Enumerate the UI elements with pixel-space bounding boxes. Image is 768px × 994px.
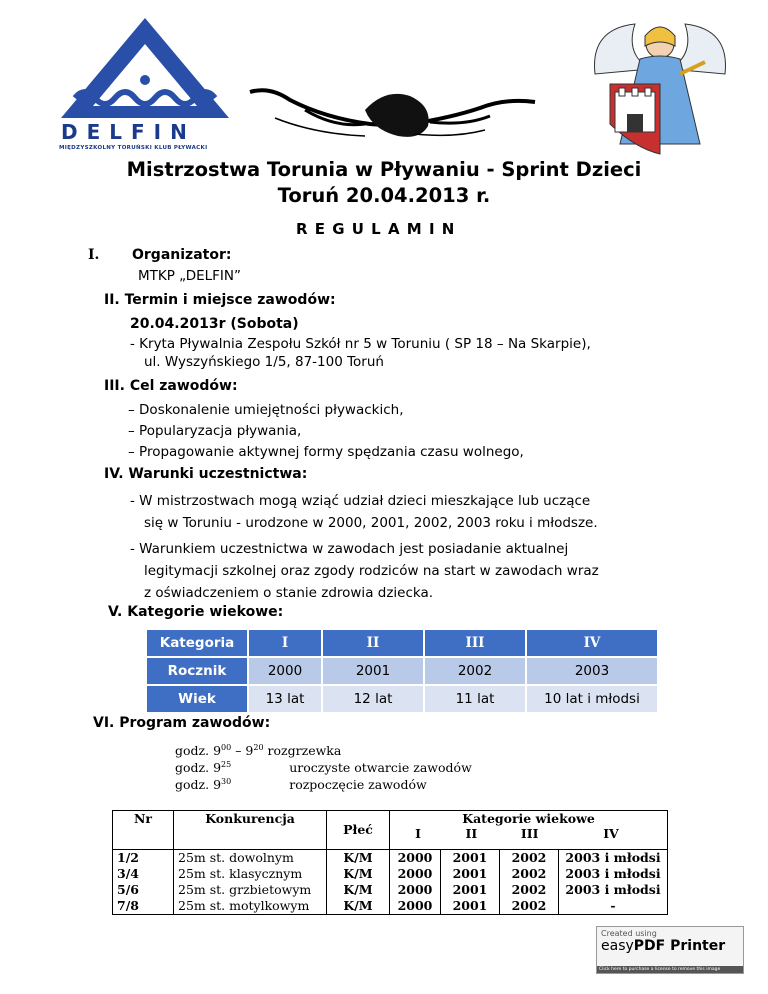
konkurencja-column: 25m st. dowolnym 25m st. klasycznym 25m st. grzbietowym 25m st. motylkowym (174, 849, 327, 914)
header-konkurencja: Konkurencja (174, 811, 327, 850)
torun-coat-of-arms-icon (585, 14, 735, 164)
schedule-row: godz. $9^{30}$ rozpoczęcie zawodów (175, 777, 427, 792)
program-table (112, 810, 668, 915)
schedule-row: godz. $9^{00} - 9^{20}$ rozgrzewka (175, 743, 342, 758)
label-wiek: Wiek (147, 686, 247, 712)
title-line2: Toruń 20.04.2013 r. (277, 184, 491, 207)
category-cell: I (249, 630, 321, 656)
wiek-cell: 13 lat (249, 686, 321, 712)
title-line1: Mistrzostwa Torunia w Pływaniu - Sprint Dzieci (126, 158, 642, 181)
rocznik-cell: 2000 (249, 658, 321, 684)
section-1-number: I. (88, 247, 100, 263)
swimmer-illustration-icon (245, 70, 540, 150)
header-kategorie: Kategorie wiekowe I II III IV (390, 811, 668, 849)
condition-2-line1: - Warunkiem uczestnictwa w zawodach jest posiadanie aktualnej (130, 541, 569, 557)
goal-item: – Popularyzacja pływania, (128, 423, 302, 439)
regulamin-heading: R E G U L A M I N (296, 220, 456, 238)
condition-2-line3: z oświadczeniem o stanie zdrowia dziecka. (144, 585, 434, 601)
label-rocznik: Rocznik (147, 658, 247, 684)
goal-item: – Doskonalenie umiejętności pływackich, (128, 402, 404, 418)
header-plec: Płeć (327, 811, 390, 850)
kat-2-column: 2001 2001 2001 2001 (441, 849, 500, 914)
wiek-cell: 12 lat (323, 686, 423, 712)
kat-1-column: 2000 2000 2000 2000 (390, 849, 441, 914)
category-cell: IV (527, 630, 657, 656)
label-kategoria: Kategoria (147, 630, 247, 656)
section-2-heading: II. Termin i miejsce zawodów: (104, 292, 336, 308)
delfin-logo (55, 14, 235, 154)
nr-column: 1/2 3/4 5/6 7/8 (113, 849, 174, 914)
badge-created: Created using (601, 929, 657, 938)
badge-link[interactable]: Click here to purchase a license to remove this image (597, 966, 743, 973)
triangle-swimmers-icon (55, 14, 235, 124)
rocznik-cell: 2001 (323, 658, 423, 684)
badge-brand: easyPDF Printer (601, 938, 726, 954)
section-3-heading: III. Cel zawodów: (104, 378, 238, 394)
header-nr: Nr (113, 811, 174, 850)
logo-subtitle: MIĘDZYSZKOLNY TORUŃSKI KLUB PŁYWACKI (59, 145, 208, 151)
event-place-line1: - Kryta Pływalnia Zespołu Szkół nr 5 w Toruniu ( SP 18 – Na Skarpie), (130, 336, 591, 352)
event-place-line2: ul. Wyszyńskiego 1/5, 87-100 Toruń (144, 354, 384, 370)
section-4-heading: IV. Warunki uczestnictwa: (104, 466, 308, 482)
schedule (175, 742, 472, 793)
section-6-heading: VI. Program zawodów: (93, 715, 271, 731)
kat-3-column: 2002 2002 2002 2002 (500, 849, 559, 914)
goal-item: – Propagowanie aktywnej formy spędzania czasu wolnego, (128, 444, 524, 460)
condition-1-line2: się w Toruniu - urodzone w 2000, 2001, 2002, 2003 roku i młodsze. (144, 515, 598, 531)
event-date: 20.04.2013r (Sobota) (130, 316, 299, 332)
wiek-cell: 10 lat i młodsi (527, 686, 657, 712)
plec-column: K/M K/M K/M K/M (327, 849, 390, 914)
kat-4-column: 2003 i młodsi 2003 i młodsi 2003 i młodsi - (559, 849, 668, 914)
section-5-heading: V. Kategorie wiekowe: (108, 604, 284, 620)
condition-1-line1: - W mistrzostwach mogą wziąć udział dzieci mieszkające lub uczące (130, 493, 591, 509)
condition-2-line2: legitymacji szkolnej oraz zgody rodziców na start w zawodach wraz (144, 563, 599, 579)
rocznik-cell: 2002 (425, 658, 525, 684)
schedule-row: godz. $9^{25}$ uroczyste otwarcie zawodów (175, 760, 472, 775)
age-category-table (145, 628, 659, 714)
organizer-name: MTKP „DELFIN” (138, 268, 241, 284)
easypdf-badge[interactable] (596, 926, 744, 974)
category-cell: III (425, 630, 525, 656)
wiek-cell: 11 lat (425, 686, 525, 712)
logo-name: DELFIN (61, 120, 196, 144)
category-cell: II (323, 630, 423, 656)
rocznik-cell: 2003 (527, 658, 657, 684)
section-1-heading: Organizator: (132, 247, 232, 263)
